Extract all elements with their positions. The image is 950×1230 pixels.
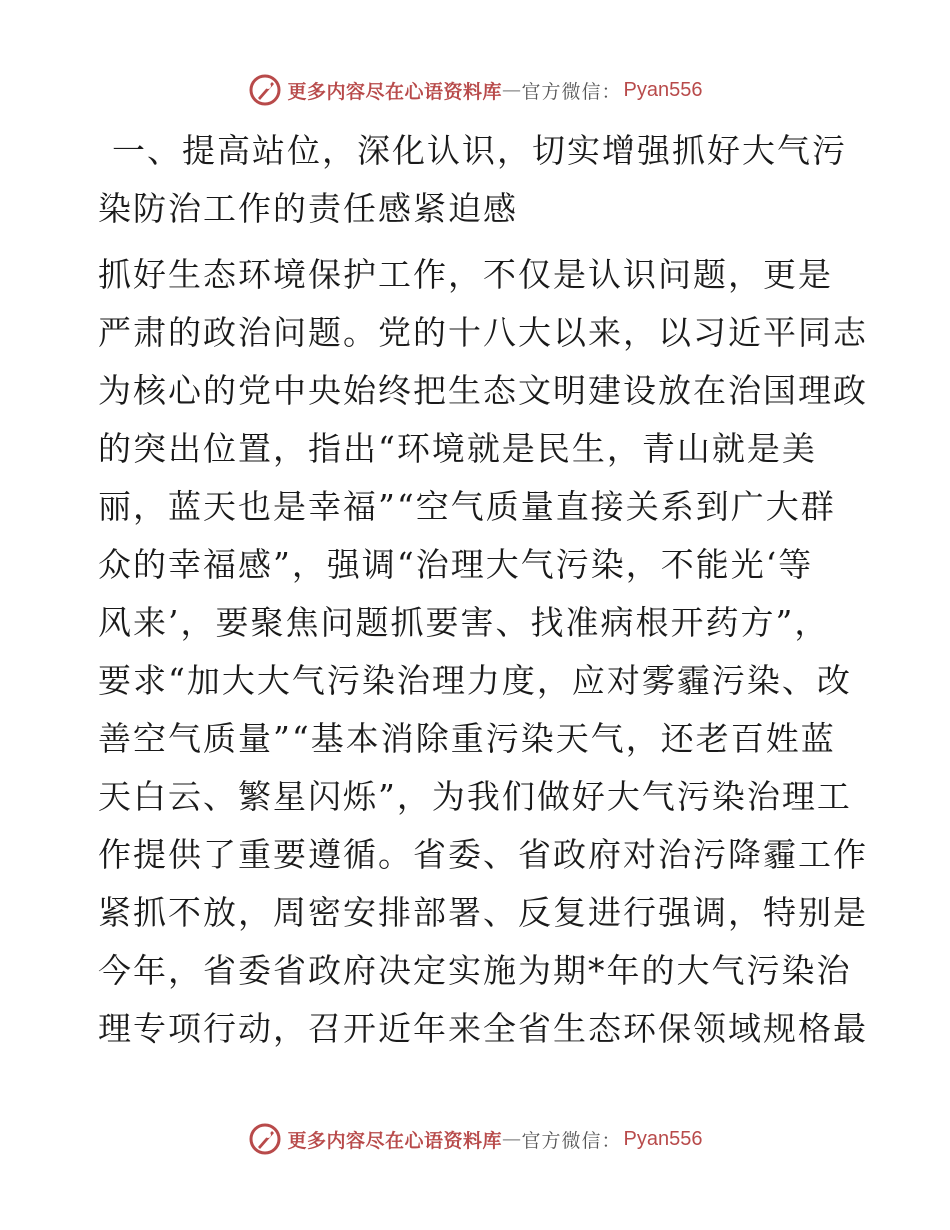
footer-banner [0,1119,950,1159]
banner-dash: — [502,79,522,101]
banner-content [248,73,703,107]
heading-line: 一、提高站位，深化认识，切实增强抓好大气污 [112,131,847,170]
quill-circle-icon [248,73,282,107]
banner-content [248,1122,703,1156]
body-line: 众的幸福感”，强调“治理大气污染，不能光‘等 [98,545,814,584]
body-line: 的突出位置，指出“环境就是民生，青山就是美 [98,429,817,468]
banner-wechat-label: 官方微信： [521,1129,622,1152]
body-line: 天白云、繁星闪烁”，为我们做好大气污染治理工 [98,777,852,816]
document-content [98,122,868,1058]
body-line: 严肃的政治问题。党的十八大以来，以习近平同志 [98,313,868,352]
body-line: 抓好生态环境保护工作，不仅是认识问题，更是 [98,255,833,294]
section-heading [98,122,850,238]
banner-text: 更多内容尽在心语资料库 [287,1129,503,1152]
banner-wechat-id: Pyan556 [623,1127,703,1150]
banner-wechat-id: Pyan556 [623,78,703,101]
heading-line: 染防治工作的责任感紧迫感 [98,189,518,228]
body-line: 善空气质量”“基本消除重污染天气，还老百姓蓝 [98,719,836,758]
banner-dash: — [502,1128,522,1150]
body-line: 紧抓不放，周密安排部署、反复进行强调，特别是 [98,893,868,932]
body-line: 今年，省委省政府决定实施为期*年的大气污染治 [98,951,852,990]
banner-wechat-label: 官方微信： [521,80,622,103]
header-banner [0,70,950,110]
banner-text: 更多内容尽在心语资料库 [287,80,503,103]
body-line: 要求“加大大气污染治理力度，应对雾霾污染、改 [98,661,852,700]
body-paragraph [98,246,868,1058]
quill-circle-icon [248,1122,282,1156]
body-line: 风来’，要聚焦问题抓要害、找准病根开药方”， [98,603,830,642]
body-line: 作提供了重要遵循。省委、省政府对治污降霾工作 [98,835,868,874]
body-line: 丽，蓝天也是幸福”“空气质量直接关系到广大群 [98,487,836,526]
body-line: 为核心的党中央始终把生态文明建设放在治国理政 [98,371,868,410]
body-line: 理专项行动，召开近年来全省生态环保领域规格最 [98,1009,868,1048]
